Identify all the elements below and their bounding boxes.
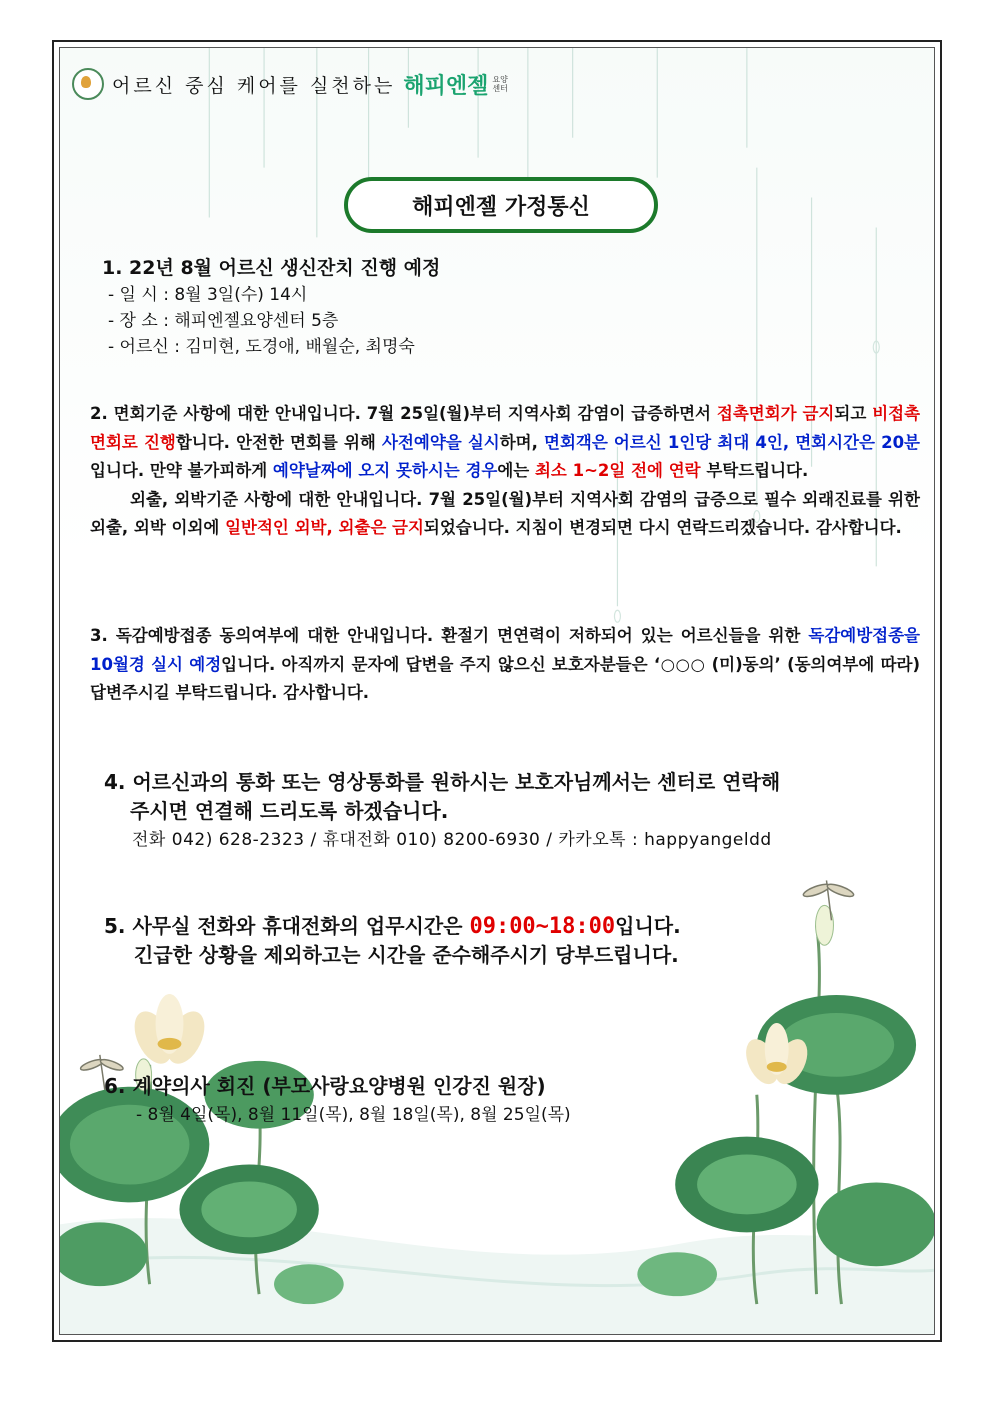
section-4: [90, 768, 920, 854]
highlight-red: 최소 1~2일 전에 연락: [534, 461, 701, 480]
center-logo-icon: [72, 68, 104, 100]
highlight-blue: 예약날짜에 오지 못하시는 경우: [272, 461, 498, 480]
highlight-blue: 사전예약을 실시: [382, 432, 500, 452]
text: 입니다.: [615, 914, 681, 938]
section-1-item: - 일 시 : 8월 3일(수) 14시: [108, 285, 308, 305]
highlight-red: 일반적인 외박, 외출은 금지: [225, 518, 424, 537]
business-hours: 09:00~18:00: [469, 914, 616, 939]
header: [72, 68, 514, 100]
text: 3. 독감예방접종 동의여부에 대한 안내입니다. 환절기 면연력이 저하되어 있는 어르신들을 위한: [90, 626, 809, 645]
section-2-paragraph-2: [90, 486, 920, 543]
text: 외출, 외박기준 사항에 대한 안내입니다. 7월 25일(월)부터 지역사회 감염의 급증으로 필수 외래진료를 위한 외출, 외박 이외에: [90, 489, 920, 537]
text: 하며,: [499, 432, 545, 452]
section-4-line-2: 주시면 연결해 드리도록 하겠습니다.: [130, 799, 449, 823]
section-1-item: - 어르신 : 김미현, 도경애, 배월순, 최명숙: [108, 337, 415, 357]
section-3: [90, 622, 920, 708]
text: 되고: [834, 404, 873, 423]
section-1-item: - 장 소 : 해피엔젤요양센터 5층: [108, 311, 339, 331]
text: 5. 사무실 전화와 휴대전화의 업무시간은: [104, 914, 470, 938]
text: 입니다. 만약 불가피하게: [90, 461, 273, 480]
brand-name: 해피엔젤: [403, 73, 489, 99]
section-6: [90, 1072, 920, 1129]
section-2: [90, 400, 920, 543]
page-inner: [59, 47, 935, 1335]
text: 부탁드립니다.: [700, 461, 809, 480]
section-3-paragraph: [90, 622, 920, 708]
highlight-blue: 면회객은 어르신 1인당 최대 4인, 면회시간은 20분: [544, 432, 920, 452]
text: 입니다. 아직까지 문자에 답변을 주지 않으신 보호자분들은 ‘○○○ (미)동의’ (동의여부에 따라) 답변주시길 부탁드립니다. 감사합니다.: [90, 654, 920, 702]
highlight-blue: 독감예방접종을 10월경 실시 예정: [90, 626, 920, 674]
slogan: 어르신 중심 케어를 실천하는: [112, 74, 396, 97]
highlight-red: 접촉면회가 금지: [716, 404, 835, 423]
section-5: [90, 912, 920, 970]
text: 합니다. 안전한 면회를 위해: [175, 432, 383, 452]
text: 2. 면회기준 사항에 대한 안내입니다. 7월 25일(월)부터 지역사회 감염이 급증하면서: [90, 404, 717, 423]
section-5-line-1: [104, 912, 920, 941]
text: 에는: [497, 461, 535, 480]
brand-sub: 요양 센터: [492, 75, 508, 93]
section-1: [90, 254, 440, 360]
page-title: 해피엔젤 가정통신: [344, 177, 658, 233]
highlight-red: 비접촉면회로 진행: [90, 404, 921, 452]
contact-info: 전화 042) 628-2323 / 휴대전화 010) 8200-6930 / 카카오톡 : happyangeldd: [132, 830, 772, 850]
section-2-paragraph-1: [90, 400, 920, 486]
section-1-heading: 1. 22년 8월 어르신 생신잔치 진행 예정: [102, 257, 441, 279]
rounds-schedule: - 8월 4일(목), 8월 11일(목), 8월 18일(목), 8월 25일(목): [136, 1105, 571, 1125]
section-6-heading: 6. 계약의사 회진 (부모사랑요양병원 인강진 원장): [104, 1074, 546, 1098]
text: 되었습니다. 지침이 변경되면 다시 연락드리겠습니다. 감사합니다.: [423, 518, 902, 537]
section-5-line-2: 긴급한 상황을 제외하고는 시간을 준수해주시기 당부드립니다.: [134, 943, 679, 967]
section-4-line-1: 4. 어르신과의 통화 또는 영상통화를 원하시는 보호자님께서는 센터로 연락해: [104, 770, 781, 794]
page-frame: [52, 40, 942, 1342]
